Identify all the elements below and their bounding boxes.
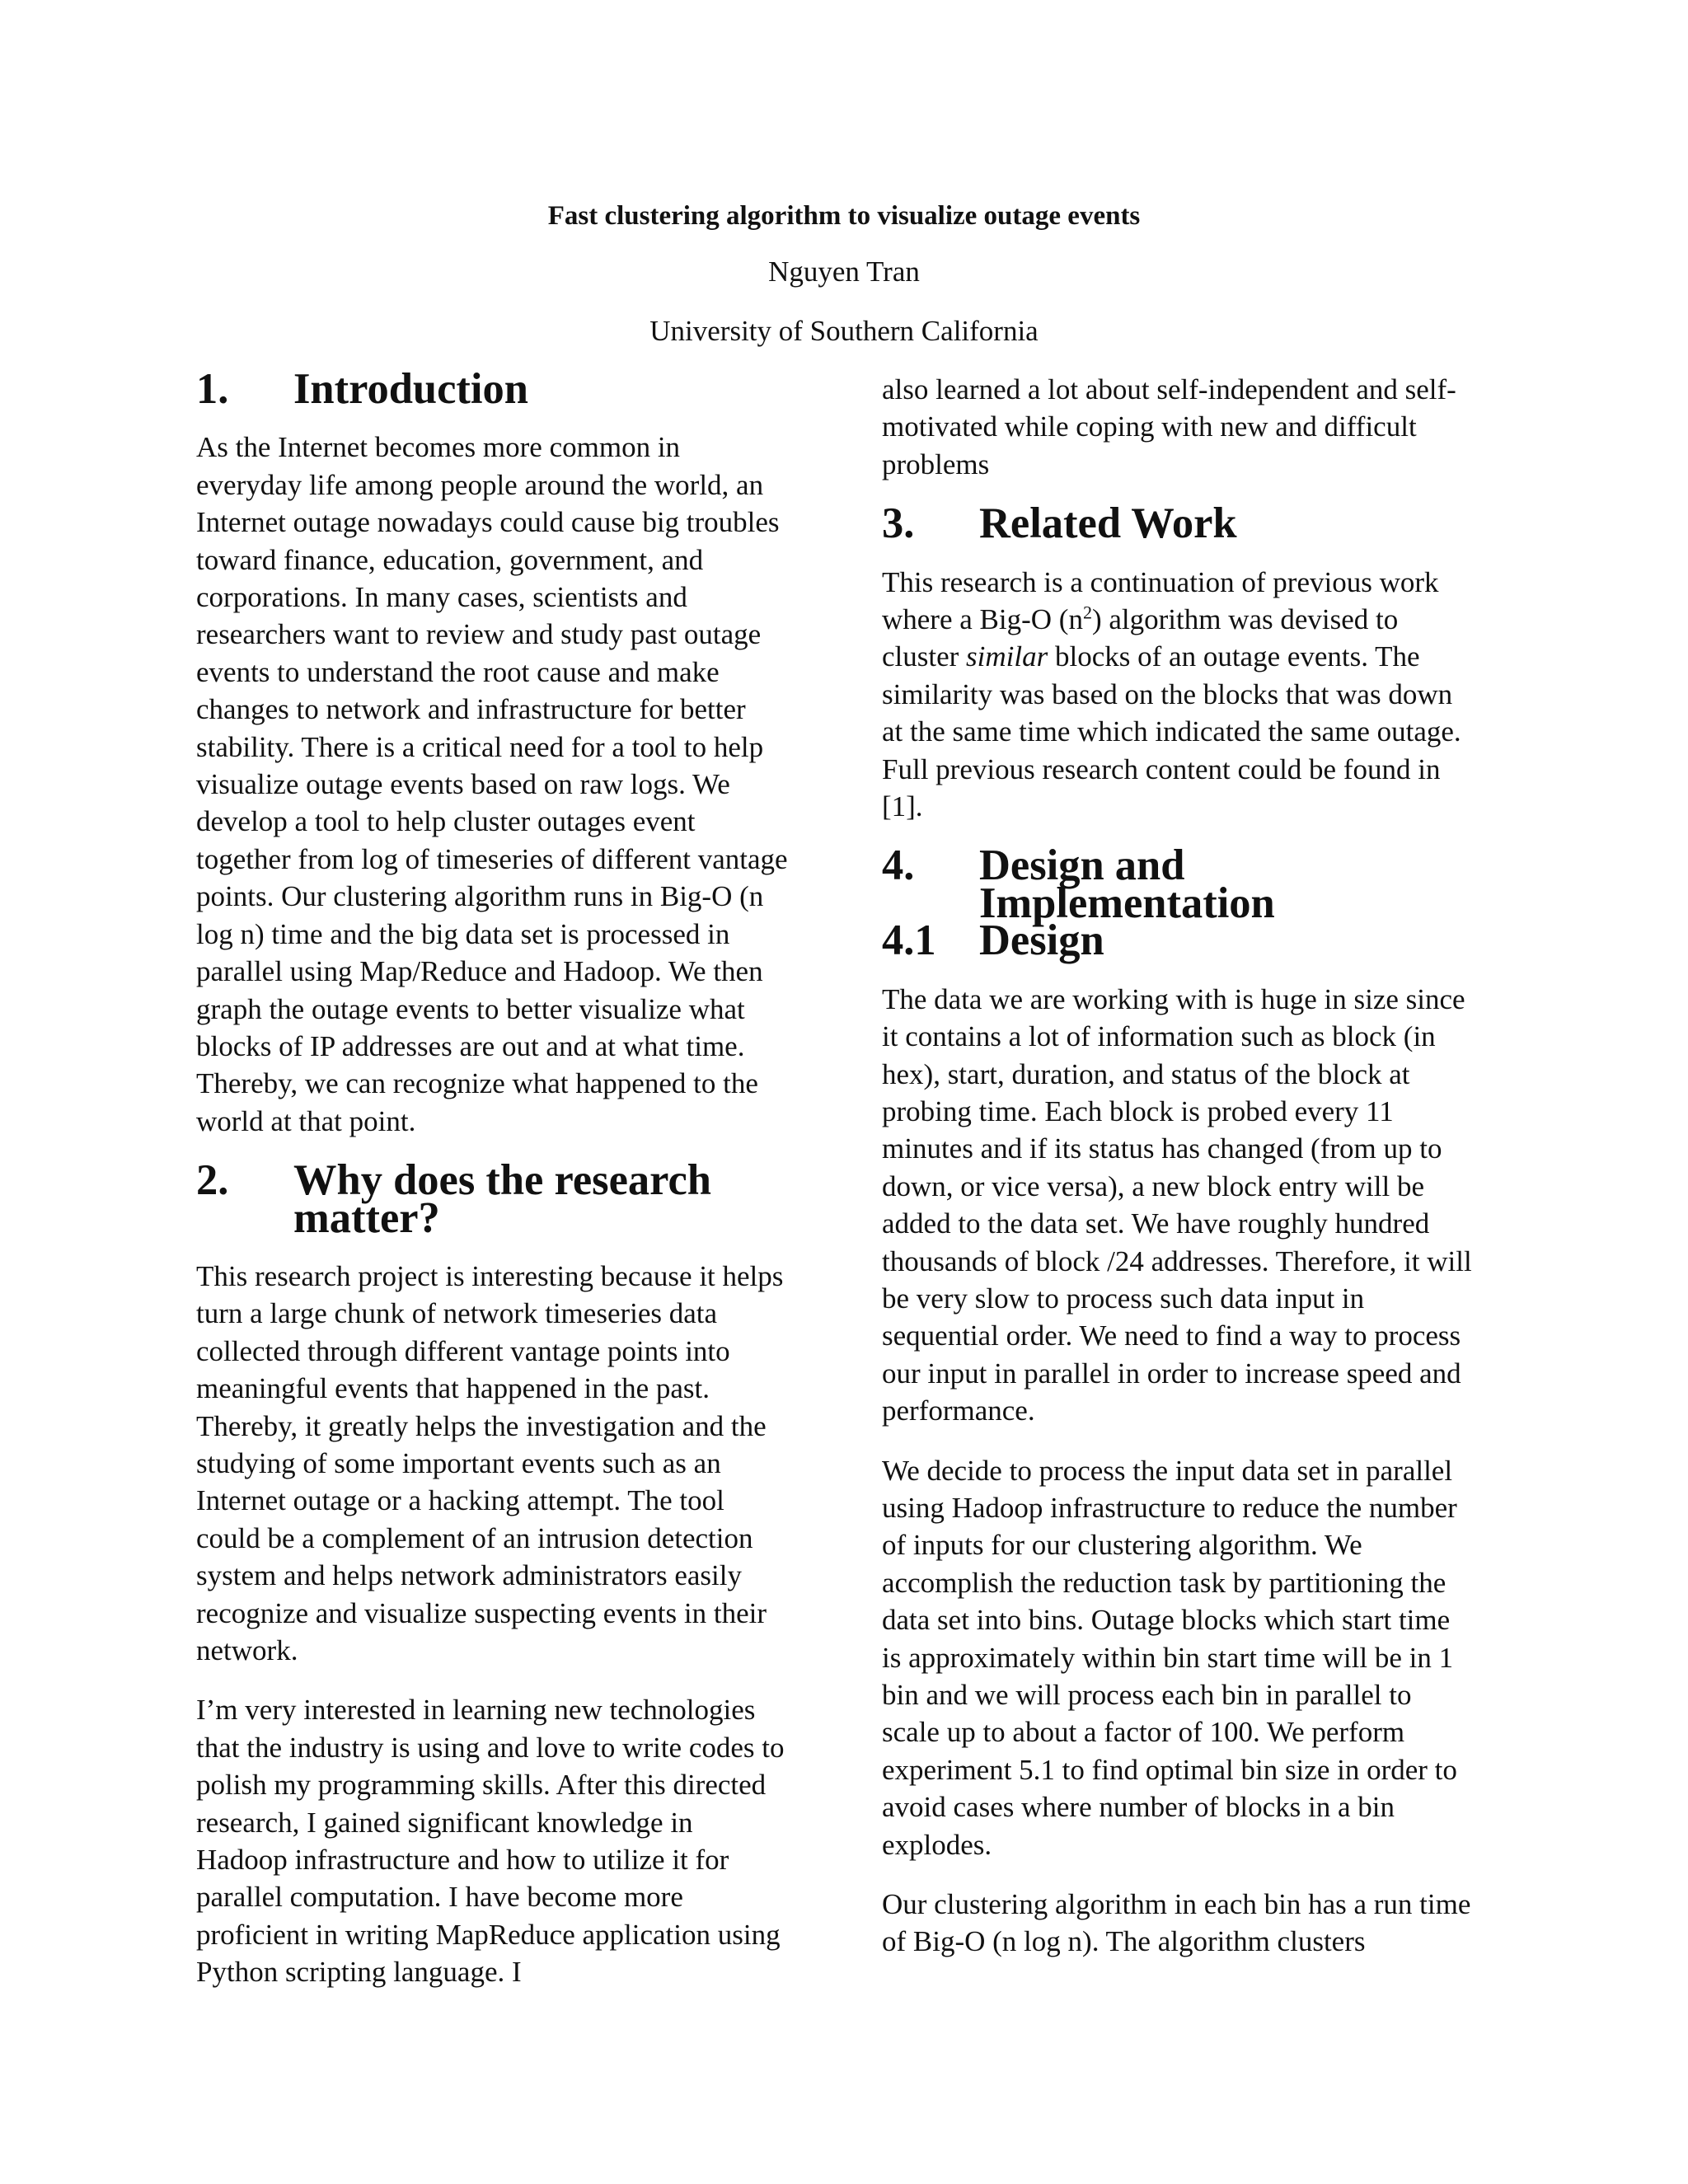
related-text-a: This research is a continuation of previous work where a Big-O (n: [882, 565, 1439, 636]
why-paragraph-2: I’m very interested in learning new technologies that the industry is using and love to write codes to polish my programming skills. After this directed research, I gained significant knowledge in Hadoop infrastructure and how to utilize it for parallel computation. I have become more proficient in writing MapReduce application using Python scripting language. I: [196, 1694, 785, 1989]
paper-title: Fast clustering algorithm to visualize outage events: [547, 201, 1141, 231]
author-name: Nguyen Tran: [768, 255, 920, 288]
section-title: Why does the research matter?: [293, 1156, 711, 1242]
section-number: 4.1: [882, 916, 936, 965]
section-heading-introduction: [196, 365, 790, 413]
subsection-heading-design: [882, 916, 1475, 965]
intro-paragraph: As the Internet becomes more common in everyday life among people around the world, an Internet outage nowadays could cause big troubles toward finance, education, government, and corporations. In many cases, scientists and researchers want to review and study past outage events to understand the root cause and make changes to network and infrastructure for better stability. There is a critical need for a tool to help visualize outage events based on raw logs. We develop a tool to help cluster outages event together from log of timeseries of different vantage points. Our clustering algorithm runs in Big-O (n log n) time and the big data set is processed in parallel using Map/Reduce and Hadoop. We then graph the outage events to better visualize what blocks of IP addresses are out and at what time. Thereby, we can recognize what happened to the world at that point.: [196, 431, 788, 1137]
design-paragraph-2: We decide to process the input data set in parallel using Hadoop infrastructure to reduce the number of inputs for our clustering algorithm. We accomplish the reduction task by partitioning the data set into bins. Outage blocks which start time is approximately within bin start time will be in 1 bin and we will process each bin in parallel to scale up to about a factor of 100. We perform experiment 5.1 to find optimal bin size in order to avoid cases where number of blocks in a bin explodes.: [882, 1454, 1457, 1861]
left-column: [196, 365, 790, 1991]
why-paragraph-2-continued: also learned a lot about self-independent and self-motivated while coping with new and difficult problems: [882, 373, 1456, 480]
section-number: 3.: [882, 499, 915, 548]
emphasis-similar: similar: [966, 640, 1048, 673]
section-number: 1.: [196, 365, 229, 413]
related-work-paragraph: [882, 564, 1475, 826]
related-text-b: ) algorithm was devised to cluster: [882, 603, 1399, 673]
section-title: Design and Implementation: [979, 841, 1275, 927]
section-heading-related-work: [882, 499, 1475, 548]
section-heading-why: [196, 1156, 790, 1242]
section-title: Introduction: [293, 365, 528, 413]
right-column: [882, 371, 1475, 1961]
section-number: 2.: [196, 1156, 229, 1205]
section-title: Related Work: [979, 499, 1237, 548]
section-heading-design-implementation: [882, 841, 1475, 927]
design-paragraph-3: Our clustering algorithm in each bin has a run time of Big-O (n log n). The algorithm clusters: [882, 1888, 1471, 1958]
affiliation: University of Southern California: [649, 315, 1039, 347]
related-text-c: blocks of an outage events. The similarity was based on the blocks that was down at the same time which indicated the same outage. Full previous research content could be found in [1].: [882, 640, 1461, 823]
why-paragraph-1: This research project is interesting because it helps turn a large chunk of network timeseries data collected through different vantage points into meaningful events that happened in the past. Thereby, it greatly helps the investigation and the studying of some important events such as an Internet outage or a hacking attempt. The tool could be a complement of an intrusion detection system and helps network administrators easily recognize and visualize suspecting events in their network.: [196, 1259, 784, 1666]
section-title: Design: [979, 916, 1104, 965]
design-paragraph-1: The data we are working with is huge in size since it contains a lot of information such as block (in hex), start, duration, and status of the block at probing time. Each block is probed every 11 minutes and if its status has changed (from up to down, or vice versa), a new block entry will be added to the data set. We have roughly hundred thousands of block /24 addresses. Therefore, it will be very slow to process such data input in sequential order. We need to find a way to process our input in parallel in order to increase speed and performance.: [882, 982, 1472, 1427]
exponent: 2: [1082, 602, 1092, 623]
section-number: 4.: [882, 841, 915, 890]
